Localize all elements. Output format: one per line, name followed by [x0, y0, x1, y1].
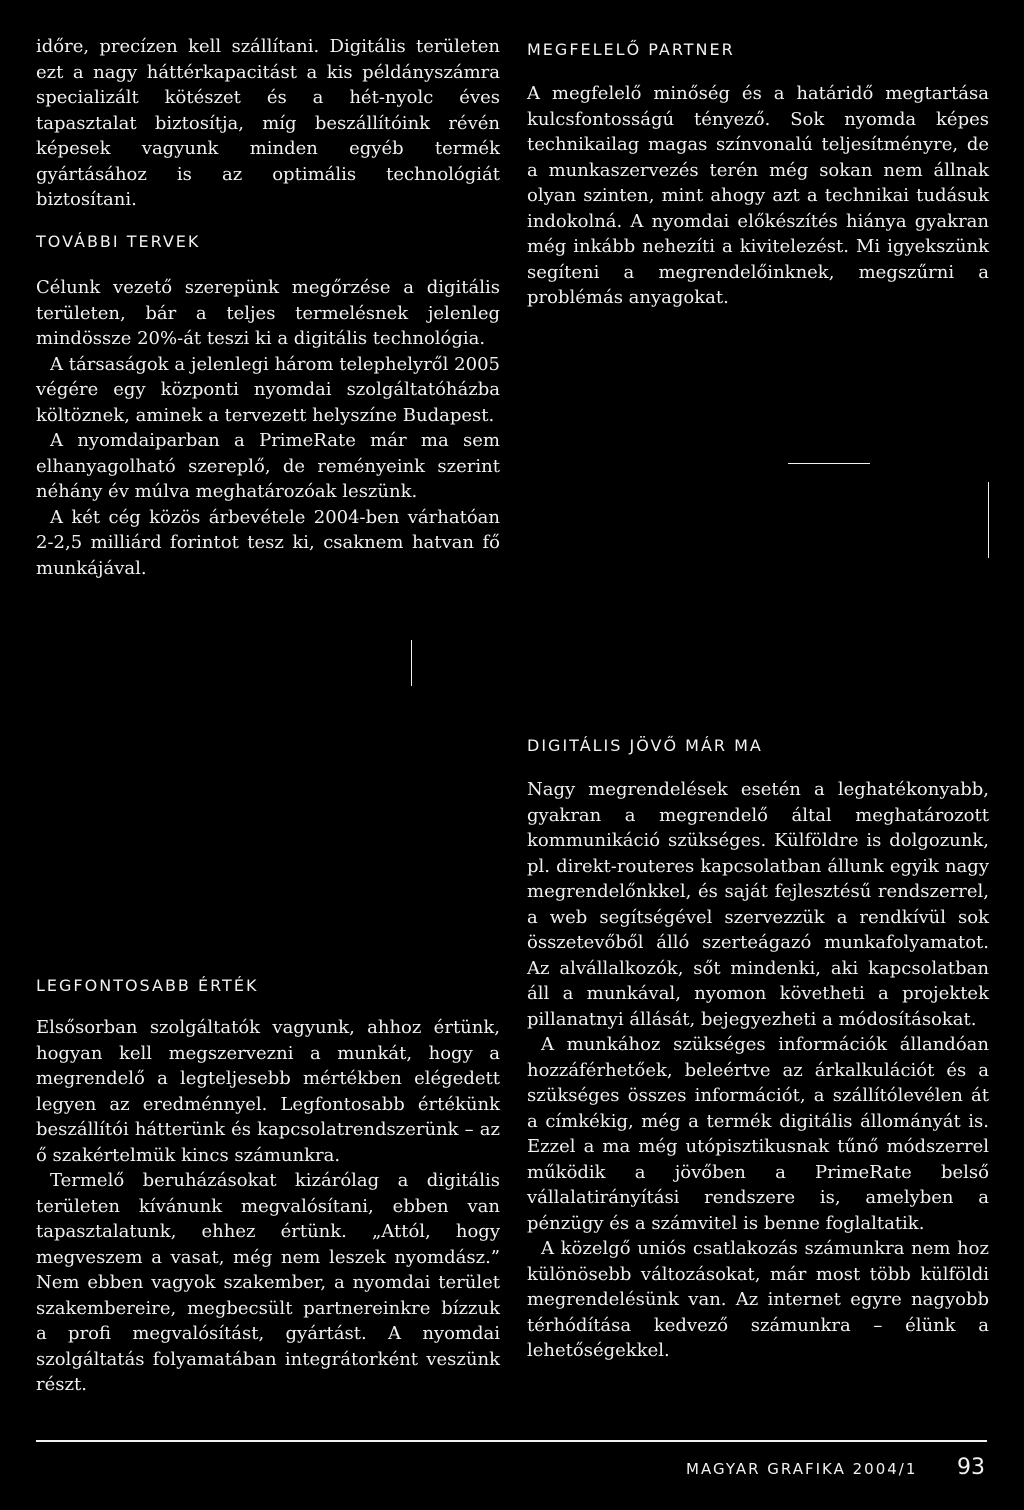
section-heading: MEGFELELŐ PARTNER — [527, 40, 735, 59]
section-heading: LEGFONTOSABB ÉRTÉK — [36, 976, 259, 995]
paragraph: A nyomdaiparban a PrimeRate már ma sem elhanyagolható szereplő, de reményeink szerint néhány év múlva meghatározóak leszünk. — [36, 430, 500, 502]
paragraph: A munkához szükséges információk állandóan hozzáférhetőek, beleértve az árkalkulációt és a szükséges összes információt, a szállítólevélen át a címkékig, még a termék digitális állományát is. Ezzel a ma még utópisztikusnak tűnő módszerrel működik a jövőben a PrimeRate belső vállalatirányítási rendszere is, amelyben a pénzügy és a számvitel is benne foglaltatik. — [527, 1034, 989, 1234]
section-legfontosabb-ertek — [36, 976, 500, 1398]
paragraph: A két cég közös árbevétele 2004-ben várhatóan 2-2,5 milliárd forintot tesz ki, csaknem hatvan fő munkájával. — [36, 506, 500, 579]
paragraph: Célunk vezető szerepünk megőrzése a digitális területen, bár a teljes termelésnek jelenleg mindössze 20%-át teszi ki a digitális technológia. — [36, 277, 500, 349]
footer-page-number: 93 — [957, 1455, 985, 1480]
paragraph: időre, precízen kell szállítani. Digitális területen ezt a nagy háttérkapacitást a kis példányszámra specializált kötészet és a hét-nyolc éves tapasztalat biztosítja, míg beszállítóink révén képesek vagyunk minden egyéb termék gyártásához is az optimális technológiát biztosítani. — [36, 36, 500, 210]
paragraph: Elsősorban szolgáltatók vagyunk, ahhoz értünk, hogyan kell megszervezni a munkát, hogy a megrendelő a legteljesebb mértékben elégedett legyen az eredménnyel. Legfontosabb értékünk beszállítói hátterünk és kapcsolatrendszerünk – az ő szakértelmük kincs számunkra. — [36, 1017, 500, 1166]
paragraph: Nagy megrendelések esetén a leghatékonyabb, gyakran a megrendelő által meghatározott kommunikáció szükséges. Külföldre is dolgozunk, pl. direkt-routeres kapcsolatban állunk egyik nagy megrendelőnkkel, és saját fejlesztésű rendszerrel, a web segítségével szervezzük a rendkívül sok összetevőből álló szerteágazó munkafolyamatot. Az alvállalkozók, sőt mindenki, aki kapcsolatban áll a munkával, nyomon követheti a projektek pillanatnyi állását, bejegyezheti a módosításokat. — [527, 779, 989, 1030]
section-megfelelo-partner — [527, 40, 989, 311]
paragraph: A társaságok a jelenlegi három telephelyről 2005 végére egy központi nyomdai szolgáltatóházba költöznek, aminek a tervezett helyszíne Budapest. — [36, 353, 500, 426]
section-digitalis-jovo — [527, 736, 989, 1364]
decorative-rule — [788, 463, 870, 464]
section-heading: TOVÁBBI TERVEK — [36, 232, 201, 251]
col1-top-text — [36, 34, 500, 213]
footer-rule — [36, 1440, 987, 1442]
section-heading: DIGITÁLIS JÖVŐ MÁR MA — [527, 736, 763, 755]
section-tovabbi-tervek — [36, 232, 500, 581]
decorative-rule — [988, 482, 989, 558]
paragraph: A közelgő uniós csatlakozás számunkra nem hoz különösebb változásokat, már most több külföldi megrendelésünk van. Az internet egyre nagyobb térhódítása kedvező számunkra – élünk a lehetőségekkel. — [527, 1238, 989, 1361]
decorative-rule — [411, 640, 412, 686]
paragraph: A megfelelő minőség és a határidő megtartása kulcsfontosságú tényező. Sok nyomda képes technikailag magas színvonalú teljesítményre, de a munkaszervezés terén még sokan nem állnak olyan szinten, mint ahogy azt a technikai tudásuk indokolná. A nyomdai előkészítés hiánya gyakran még inkább nehezíti a kivitelezést. Mi igyekszünk segíteni a megrendelőinknek, megszűrni a problémás anyagokat. — [527, 83, 989, 308]
paragraph: Termelő beruházásokat kizárólag a digitális területen kívánunk megvalósítani, ebben van tapasztalatunk, ehhez értünk. „Attól, hogy megveszem a vasat, még nem leszek nyomdász.” Nem ebben vagyok szakember, a nyomdai terület szakembereire, megbecsült partnereinkre bízzuk a profi megvalósítást, gyártást. A nyomdai szolgáltatás folyamatában integrátorként veszünk részt. — [36, 1170, 500, 1395]
footer-magazine-title: MAGYAR GRAFIKA 2004/1 — [686, 1460, 918, 1478]
